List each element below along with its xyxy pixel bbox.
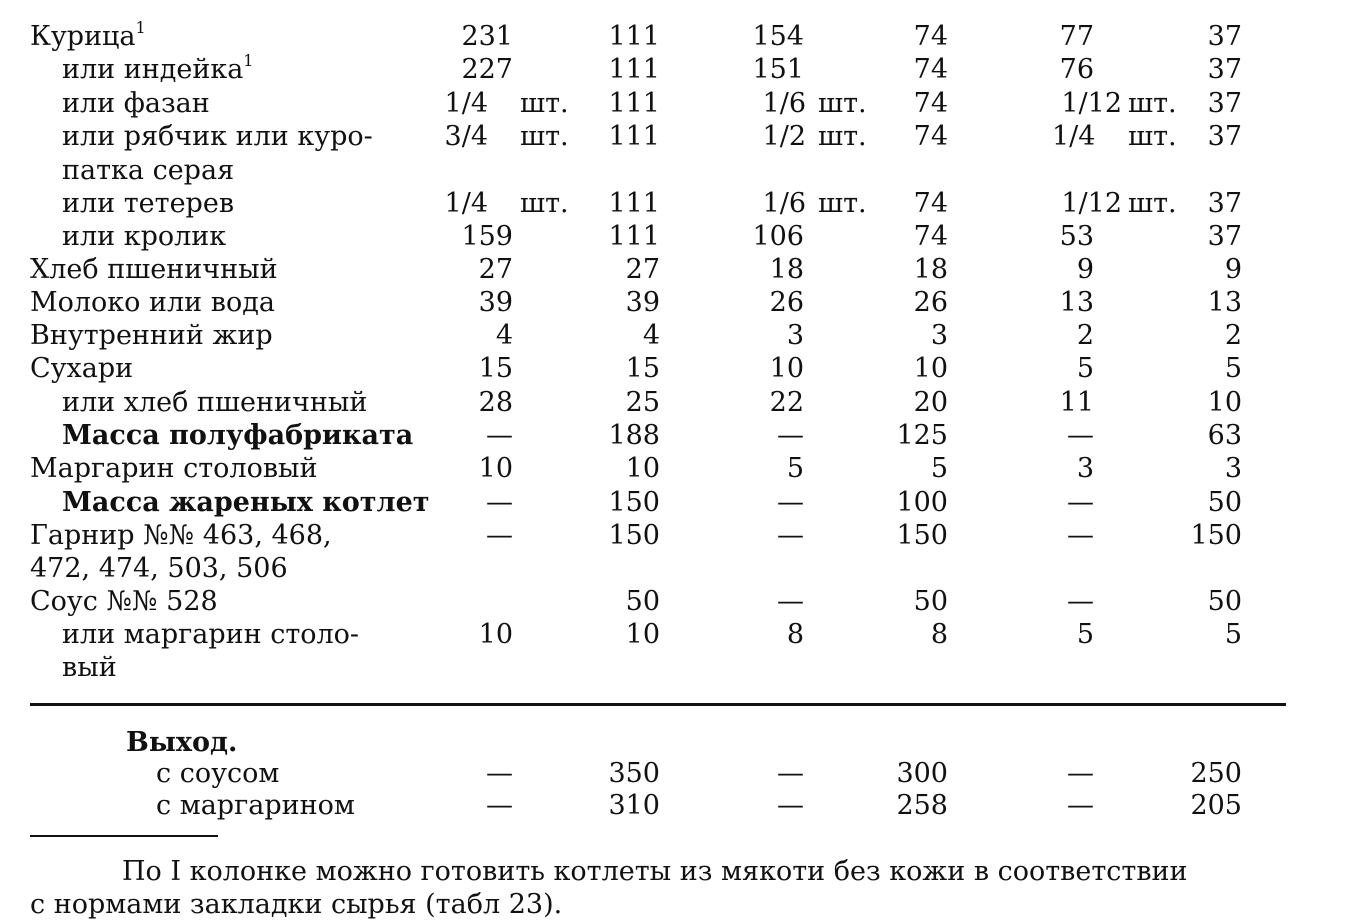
gross-1: 15	[478, 353, 513, 384]
gross-1: 4	[495, 320, 513, 351]
output-name: с маргарином	[156, 790, 355, 821]
net-3: 63	[1207, 420, 1242, 451]
gross-3: —	[1067, 420, 1094, 451]
net-2: 150	[896, 520, 948, 551]
net-3: 5	[1224, 353, 1242, 384]
footnote-rule	[30, 835, 218, 837]
ingredient-name: патка серая	[62, 155, 235, 186]
gross-2: 106	[752, 221, 804, 252]
gross-3: 1/4	[1052, 121, 1096, 152]
ingredient-name: Внутренний жир	[30, 320, 273, 351]
table-row-fat	[0, 319, 1352, 353]
unit-label: шт.	[818, 188, 867, 219]
gross-3: —	[1067, 758, 1094, 789]
net-1: 50	[625, 586, 660, 617]
table-row-rabbit	[0, 220, 1352, 254]
ingredient-name: Гарнир №№ 463, 468,	[30, 520, 332, 551]
note-line-1: По I колонке можно готовить котлеты из мякоти без кожи в соответствии	[122, 856, 1188, 887]
net-3: 3	[1224, 453, 1242, 484]
gross-3: 13	[1059, 287, 1094, 318]
net-1: 10	[625, 453, 660, 484]
gross-1: —	[486, 758, 513, 789]
gross-2: 5	[786, 453, 804, 484]
gross-1: —	[486, 790, 513, 821]
gross-1: 1/4	[444, 88, 488, 119]
net-2: 300	[896, 758, 948, 789]
gross-3: 5	[1076, 619, 1094, 650]
table-row-garnish	[0, 519, 1352, 553]
net-2: 74	[913, 121, 948, 152]
unit-label: шт.	[1128, 188, 1177, 219]
ingredient-name: Курица$^1$	[30, 18, 146, 52]
net-1: 39	[625, 287, 660, 318]
gross-1: 1/4	[444, 188, 488, 219]
unit-label: шт.	[520, 121, 569, 152]
gross-3: 5	[1076, 353, 1094, 384]
table-row-milk	[0, 286, 1352, 320]
table-row-continuation	[0, 154, 1352, 188]
gross-1: —	[486, 520, 513, 551]
net-1: 25	[625, 387, 660, 418]
table-row-hazel-grouse	[0, 120, 1352, 154]
output-title: Выход.	[126, 727, 238, 758]
ingredient-name: Маргарин столовый	[30, 453, 318, 484]
net-1: 4	[642, 320, 660, 351]
table-row-bread	[0, 253, 1352, 287]
gross-3: 2	[1076, 320, 1094, 351]
gross-1: 39	[478, 287, 513, 318]
gross-2: 26	[769, 287, 804, 318]
table-row-semifinished-mass	[0, 419, 1352, 453]
gross-1: 159	[461, 221, 513, 252]
ingredient-name: или хлеб пшеничный	[62, 387, 368, 418]
net-1: 350	[608, 758, 660, 789]
gross-1: —	[486, 420, 513, 451]
net-2: 20	[913, 387, 948, 418]
gross-1: 10	[478, 453, 513, 484]
net-1: 188	[608, 420, 660, 451]
net-3: 37	[1207, 121, 1242, 152]
unit-label: шт.	[1128, 121, 1177, 152]
table-row-crumbs	[0, 352, 1352, 386]
net-3: 50	[1207, 586, 1242, 617]
table-row-margarine	[0, 452, 1352, 486]
gross-2: —	[777, 586, 804, 617]
net-3: 37	[1207, 54, 1242, 85]
ingredient-name: или рябчик или куро-	[62, 121, 373, 152]
ingredient-name: Хлеб пшеничный	[30, 254, 278, 285]
net-1: 111	[608, 188, 660, 219]
gross-2: 10	[769, 353, 804, 384]
net-3: 37	[1207, 221, 1242, 252]
net-3: 2	[1224, 320, 1242, 351]
output-row-margarine	[0, 789, 1352, 823]
unit-label: шт.	[1128, 88, 1177, 119]
unit-label: шт.	[520, 88, 569, 119]
ingredient-name: 472, 474, 503, 506	[30, 553, 288, 584]
net-2: 74	[913, 188, 948, 219]
gross-2: 1/6	[762, 88, 806, 119]
unit-label: шт.	[520, 188, 569, 219]
gross-2: 1/6	[762, 188, 806, 219]
ingredient-name: Молоко или вода	[30, 287, 275, 318]
table-row-pheasant	[0, 87, 1352, 121]
output-row-sauce	[0, 757, 1352, 791]
ingredient-name: Соус №№ 528	[30, 586, 218, 617]
gross-3: 1/12	[1061, 88, 1122, 119]
gross-2: 154	[752, 21, 804, 52]
table-row-bread-alt	[0, 386, 1352, 420]
net-1: 111	[608, 88, 660, 119]
net-3: 37	[1207, 21, 1242, 52]
gross-2: 22	[769, 387, 804, 418]
net-2: 258	[896, 790, 948, 821]
ingredient-name: Масса жареных котлет	[62, 487, 430, 518]
gross-1: 28	[478, 387, 513, 418]
gross-3: 76	[1059, 54, 1094, 85]
gross-3: 11	[1059, 387, 1094, 418]
gross-2: 3	[786, 320, 804, 351]
gross-1: 27	[478, 254, 513, 285]
net-3: 250	[1190, 758, 1242, 789]
ingredient-name: Сухари	[30, 353, 134, 384]
gross-3: 1/12	[1061, 188, 1122, 219]
gross-2: —	[777, 520, 804, 551]
gross-2: —	[777, 758, 804, 789]
net-3: 10	[1207, 387, 1242, 418]
net-3: 5	[1224, 619, 1242, 650]
output-title-row	[0, 726, 1352, 760]
unit-label: шт.	[818, 121, 867, 152]
gross-3: 9	[1076, 254, 1094, 285]
table-row-chicken	[0, 20, 1352, 54]
net-3: 50	[1207, 487, 1242, 518]
net-2: 3	[930, 320, 948, 351]
net-2: 50	[913, 586, 948, 617]
gross-1: 231	[461, 21, 513, 52]
gross-3: 3	[1076, 453, 1094, 484]
gross-2: 8	[786, 619, 804, 650]
gross-1: 3/4	[444, 121, 488, 152]
gross-1: 227	[461, 54, 513, 85]
gross-2: 18	[769, 254, 804, 285]
ingredient-name: или тетерев	[62, 188, 235, 219]
unit-label: шт.	[818, 88, 867, 119]
table-rule	[30, 703, 1286, 706]
table-row-continuation	[0, 651, 1352, 685]
gross-2: —	[777, 420, 804, 451]
ingredient-name: или индейка$^1$	[62, 51, 254, 85]
ingredient-name: Масса полуфабриката	[62, 420, 414, 451]
net-2: 10	[913, 353, 948, 384]
net-1: 10	[625, 619, 660, 650]
net-1: 310	[608, 790, 660, 821]
gross-2: —	[777, 487, 804, 518]
net-3: 9	[1224, 254, 1242, 285]
net-3: 37	[1207, 88, 1242, 119]
table-row-turkey	[0, 53, 1352, 87]
net-1: 111	[608, 221, 660, 252]
table-row-sauce	[0, 585, 1352, 619]
net-2: 74	[913, 54, 948, 85]
ingredient-name: или фазан	[62, 88, 210, 119]
table-row-black-grouse	[0, 187, 1352, 221]
table-row-continuation	[0, 552, 1352, 586]
ingredient-name: или маргарин столо-	[62, 619, 360, 650]
net-2: 26	[913, 287, 948, 318]
ingredient-name: или кролик	[62, 221, 227, 252]
net-2: 8	[930, 619, 948, 650]
table-row-margarine-alt	[0, 618, 1352, 652]
net-2: 18	[913, 254, 948, 285]
net-1: 111	[608, 21, 660, 52]
gross-1: —	[486, 487, 513, 518]
gross-3: —	[1067, 520, 1094, 551]
net-2: 125	[896, 420, 948, 451]
net-1: 150	[608, 487, 660, 518]
net-3: 205	[1190, 790, 1242, 821]
net-3: 150	[1190, 520, 1242, 551]
gross-3: —	[1067, 487, 1094, 518]
net-3: 13	[1207, 287, 1242, 318]
note-line-2: с нормами закладки сырья (табл 23).	[30, 889, 563, 920]
table-row-fried-mass	[0, 486, 1352, 520]
net-3: 37	[1207, 188, 1242, 219]
gross-3: —	[1067, 586, 1094, 617]
net-2: 74	[913, 21, 948, 52]
gross-2: 1/2	[762, 121, 806, 152]
net-1: 27	[625, 254, 660, 285]
net-1: 111	[608, 121, 660, 152]
ingredient-name: вый	[62, 652, 117, 683]
output-name: с соусом	[156, 758, 280, 789]
net-2: 100	[896, 487, 948, 518]
gross-3: —	[1067, 790, 1094, 821]
net-1: 15	[625, 353, 660, 384]
gross-3: 77	[1059, 21, 1094, 52]
gross-3: 53	[1059, 221, 1094, 252]
gross-2: 151	[752, 54, 804, 85]
net-1: 111	[608, 54, 660, 85]
net-1: 150	[608, 520, 660, 551]
gross-2: —	[777, 790, 804, 821]
gross-1: 10	[478, 619, 513, 650]
net-2: 74	[913, 221, 948, 252]
net-2: 5	[930, 453, 948, 484]
net-2: 74	[913, 88, 948, 119]
